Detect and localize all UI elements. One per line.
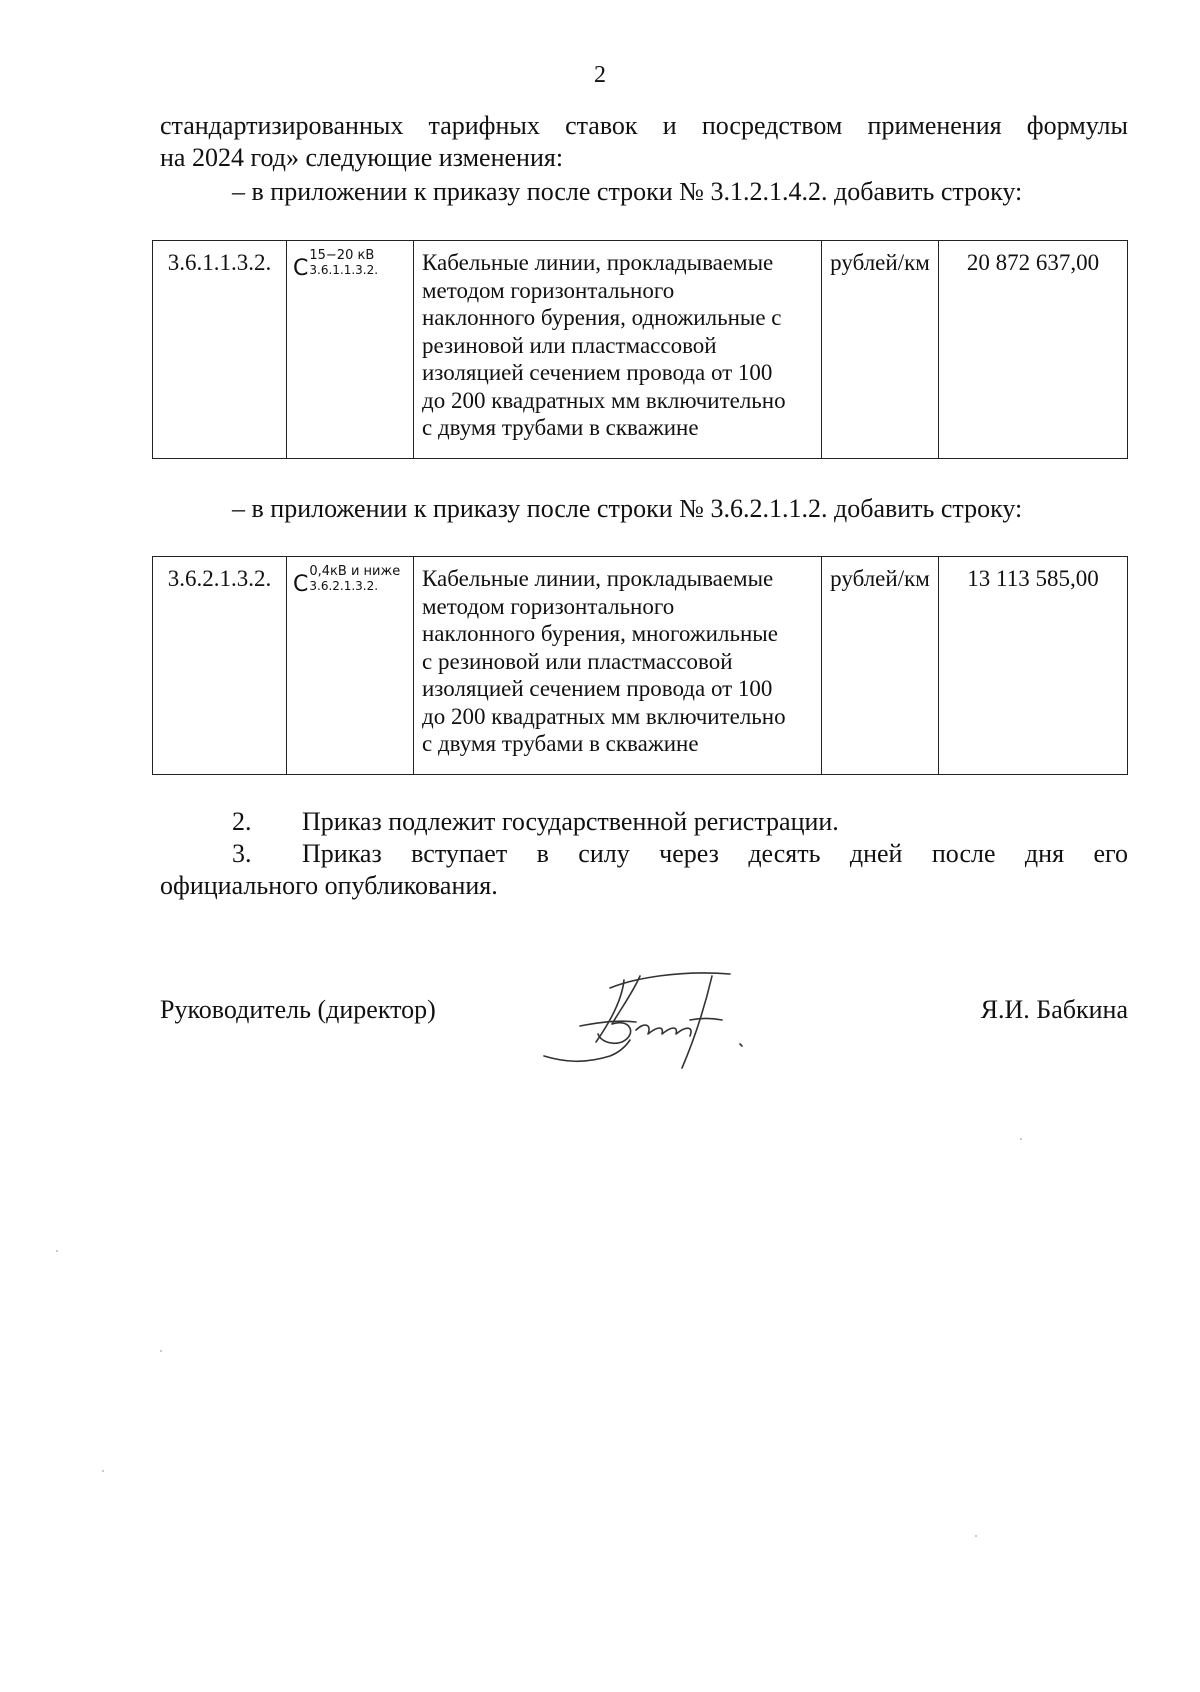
- scan-speck: [160, 1350, 162, 1352]
- scan-speck: [975, 1535, 977, 1537]
- description-line: методом горизонтального: [422, 593, 675, 619]
- description-line: наклонного бурения, одножильные с: [422, 305, 782, 330]
- rate-symbol: [287, 557, 414, 775]
- item-2-text: Приказ подлежит государственной регистрации.: [302, 807, 839, 836]
- handwritten-signature: [540, 960, 780, 1070]
- symbol-superscript: 0,4кВ и ниже: [309, 564, 401, 579]
- row-value: 13 113 585,00: [939, 557, 1128, 775]
- instruction-2: – в приложении к приказу после строки № 3.6.2.1.1.2. добавить строку:: [232, 494, 1023, 523]
- table-row: [153, 557, 1128, 775]
- row-code: 3.6.2.1.3.2.: [153, 557, 287, 775]
- description-line: с двумя трубами в скважине: [422, 731, 699, 756]
- table-row: [153, 241, 1128, 459]
- description-line: Кабельные линии, прокладываемые: [422, 566, 774, 591]
- rate-symbol: [287, 241, 414, 459]
- page-number: 2: [594, 62, 606, 88]
- scan-speck: [1020, 1138, 1022, 1140]
- description-line: до 200 квадратных мм включительно: [422, 703, 786, 729]
- tariff-table-1: [152, 240, 1128, 459]
- description-line: изоляцией сечением провода от 100: [422, 676, 773, 701]
- symbol-subscript: 3.6.2.1.3.2.: [309, 579, 379, 593]
- symbol-subscript: 3.6.1.1.3.2.: [309, 263, 379, 277]
- item-3-text: Приказ вступает в силу через десять дней после дня его: [302, 839, 1128, 868]
- row-value: 20 872 637,00: [939, 241, 1128, 459]
- row-unit: рублей/км: [822, 557, 939, 775]
- signatory-title: Руководитель (директор): [160, 995, 436, 1024]
- item-3-number: 3.: [232, 839, 252, 868]
- scan-speck: [102, 1470, 104, 1472]
- symbol-base: C: [293, 572, 309, 597]
- symbol-base: C: [293, 256, 309, 281]
- description-line: до 200 квадратных мм включительно: [422, 387, 786, 413]
- description-line: методом горизонтального: [422, 277, 675, 303]
- signatory-name: Я.И. Бабкина: [980, 995, 1128, 1024]
- description-line: резиновой или пластмассовой: [422, 332, 717, 358]
- row-code: 3.6.1.1.3.2.: [153, 241, 287, 459]
- item-2-number: 2.: [232, 807, 252, 836]
- tariff-table-2: [152, 556, 1128, 775]
- row-description: [414, 241, 822, 459]
- description-line: изоляцией сечением провода от 100: [422, 360, 773, 385]
- scan-speck: [56, 1250, 58, 1252]
- intro-line-2: на 2024 год» следующие изменения:: [160, 143, 564, 172]
- description-line: наклонного бурения, многожильные: [422, 621, 778, 646]
- description-line: с резиновой или пластмассовой: [422, 648, 733, 674]
- row-unit: рублей/км: [822, 241, 939, 459]
- intro-line-1: стандартизированных тарифных ставок и посредством применения формулы: [160, 111, 1128, 140]
- description-line: Кабельные линии, прокладываемые: [422, 250, 774, 275]
- symbol-superscript: 15−20 кВ: [309, 248, 375, 263]
- instruction-1: – в приложении к приказу после строки № 3.1.2.1.4.2. добавить строку:: [232, 177, 1023, 206]
- row-description: [414, 557, 822, 775]
- item-3-continuation: официального опубликования.: [160, 871, 498, 900]
- description-line: с двумя трубами в скважине: [422, 415, 699, 440]
